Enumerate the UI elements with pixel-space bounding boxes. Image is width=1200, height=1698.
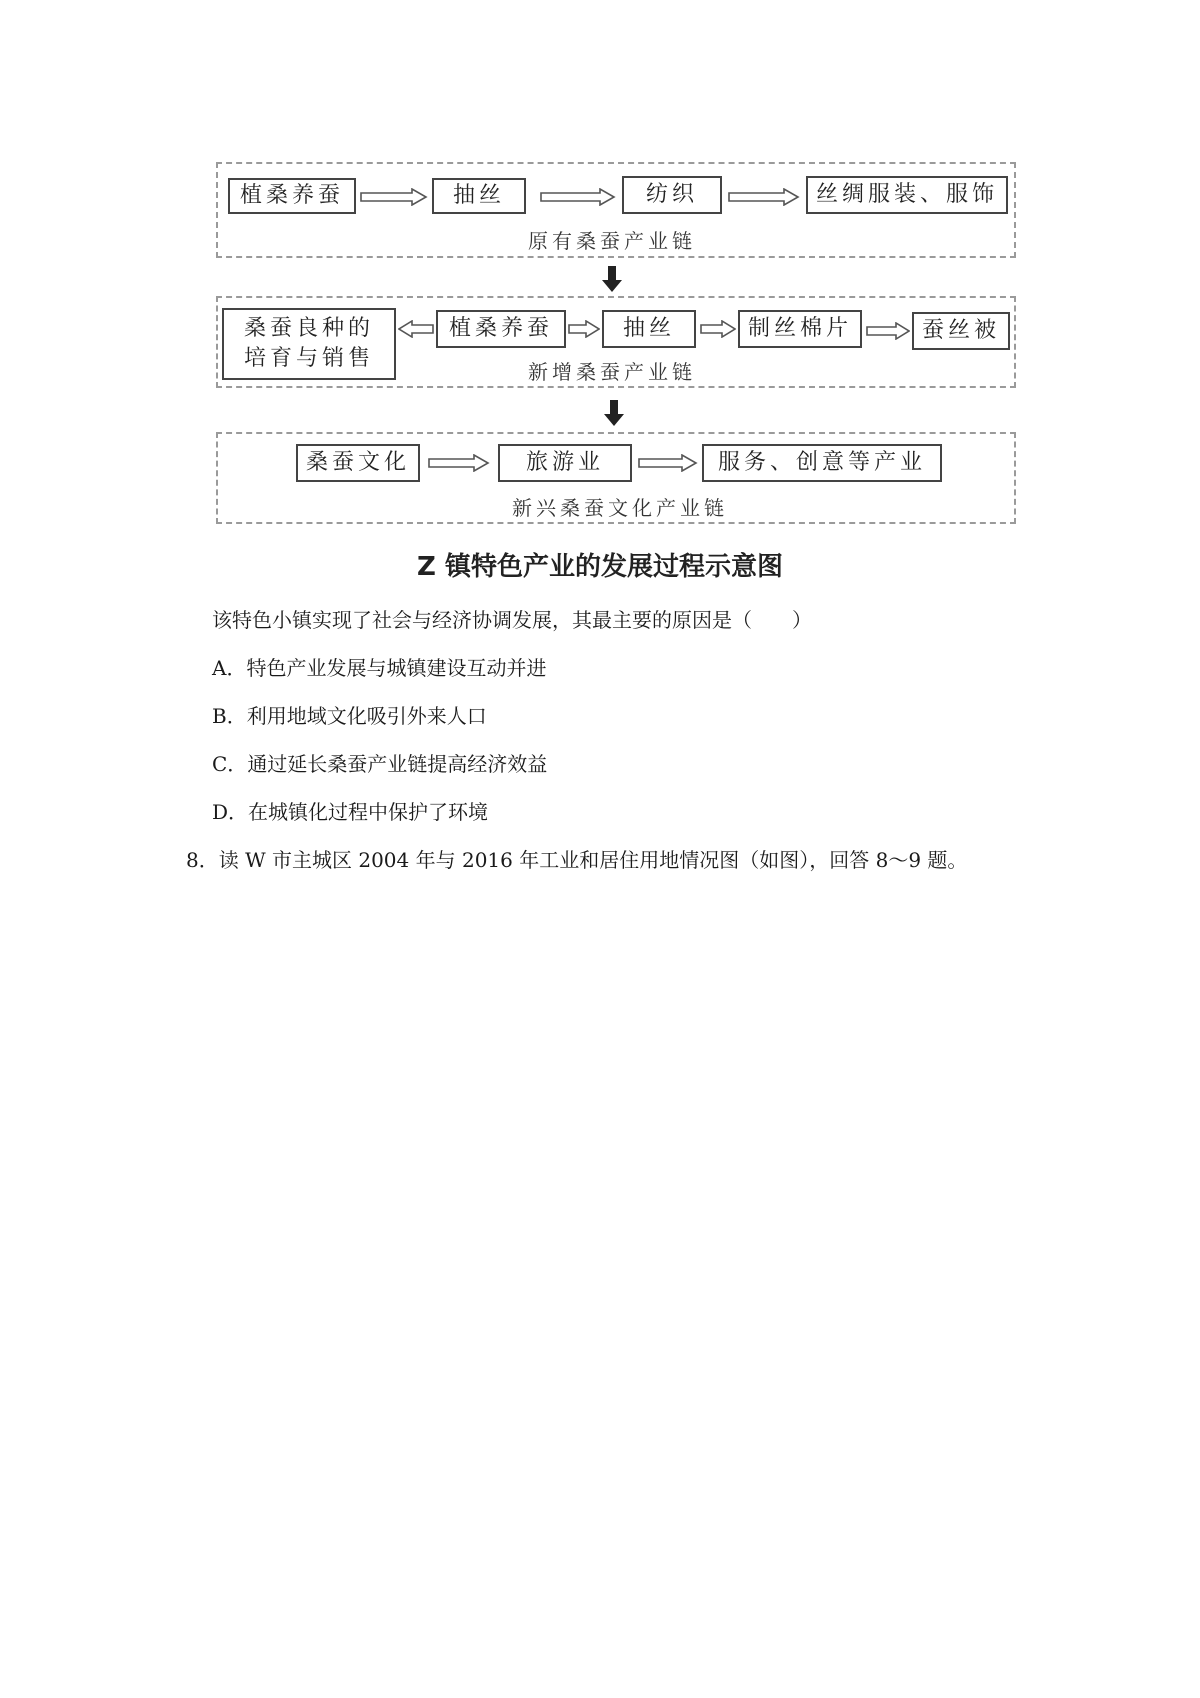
hollow-right-arrow-icon bbox=[568, 320, 600, 338]
hollow-right-arrow-icon bbox=[428, 454, 490, 472]
original-node-4: 丝绸服装、服饰 bbox=[806, 176, 1008, 214]
option-letter: D． bbox=[212, 800, 249, 824]
original-node-3: 纺织 bbox=[622, 176, 722, 214]
hollow-right-arrow-icon bbox=[540, 188, 616, 206]
down-arrow-icon bbox=[604, 400, 624, 426]
added-node-5: 蚕丝被 bbox=[912, 312, 1010, 350]
added-node-1: 桑蚕良种的培育与销售 bbox=[222, 308, 396, 380]
original-node-2: 抽丝 bbox=[432, 178, 526, 214]
figure-caption: Z 镇特色产业的发展过程示意图 bbox=[417, 552, 783, 582]
hollow-right-arrow-icon bbox=[360, 188, 428, 206]
question-text: 读 W 市主城区 2004 年与 2016 年工业和居住用地情况图（如图），回答 8～9 题。 bbox=[218, 848, 968, 872]
question-number: 8． bbox=[186, 848, 219, 872]
hollow-right-arrow-icon bbox=[700, 320, 736, 338]
option-text: 通过延长桑蚕产业链提高经济效益 bbox=[247, 752, 548, 776]
emerging-node-1: 桑蚕文化 bbox=[296, 444, 420, 482]
option-text: 利用地域文化吸引外来人口 bbox=[246, 704, 487, 728]
question-stem: 该特色小镇实现了社会与经济协调发展，其最主要的原因是（ ） bbox=[212, 608, 812, 632]
emerging-chain-title: 新兴桑蚕文化产业链 bbox=[512, 496, 728, 520]
emerging-node-3: 服务、创意等产业 bbox=[702, 444, 942, 482]
option-letter: B． bbox=[212, 704, 247, 728]
emerging-node-2: 旅游业 bbox=[498, 444, 632, 482]
option-b bbox=[212, 700, 487, 729]
original-chain-title: 原有桑蚕产业链 bbox=[528, 229, 696, 253]
option-letter: A． bbox=[212, 656, 247, 680]
hollow-right-arrow-icon bbox=[728, 188, 800, 206]
added-node-2: 植桑养蚕 bbox=[436, 310, 566, 348]
option-letter: C． bbox=[212, 752, 248, 776]
option-text: 特色产业发展与城镇建设互动并进 bbox=[246, 656, 547, 680]
hollow-right-arrow-icon bbox=[638, 454, 698, 472]
option-text: 在城镇化过程中保护了环境 bbox=[248, 800, 489, 824]
original-node-1: 植桑养蚕 bbox=[228, 178, 356, 214]
added-chain-title: 新增桑蚕产业链 bbox=[528, 360, 696, 384]
hollow-left-arrow-icon bbox=[398, 320, 434, 338]
added-node-4: 制丝棉片 bbox=[738, 310, 862, 348]
hollow-right-arrow-icon bbox=[866, 322, 910, 340]
next-question bbox=[186, 844, 967, 873]
added-node-3: 抽丝 bbox=[602, 310, 696, 348]
option-d bbox=[212, 796, 488, 825]
option-a bbox=[212, 652, 546, 681]
down-arrow-icon bbox=[602, 266, 622, 292]
option-c bbox=[212, 748, 547, 777]
